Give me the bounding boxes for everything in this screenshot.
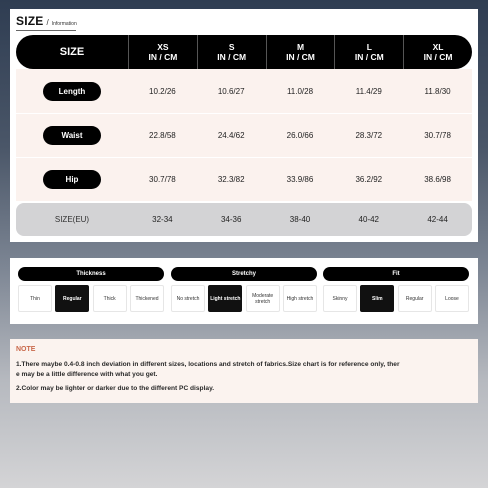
header-unit: IN / CM [217, 52, 247, 62]
table-cell: 10.2/26 [149, 86, 176, 96]
table-row-hip [16, 157, 472, 201]
table-cell: 36.2/92 [355, 175, 383, 184]
header-unit: IN / CM [354, 52, 384, 62]
table-header-row [16, 35, 472, 69]
table-cell: 30.7/78 [149, 175, 176, 184]
header-size-label: SIZE [59, 46, 85, 58]
table-cell: 28.3/72 [355, 131, 383, 140]
header-size: L [366, 42, 372, 52]
eu-size-label: SIZE(EU) [54, 215, 90, 224]
chart-title-separator: / [46, 18, 49, 27]
table-cell: 33.9/86 [286, 175, 314, 184]
table-cell: 24.4/62 [217, 131, 245, 140]
table-row-eu-size [16, 203, 472, 236]
header-size: M [296, 42, 305, 52]
table-cell: 42-44 [427, 215, 448, 224]
header-unit: IN / CM [148, 52, 178, 62]
property-option-thin: Thin [18, 285, 52, 312]
table-cell: 38.6/98 [424, 175, 451, 184]
size-chart-card [10, 9, 478, 242]
note-title: NOTE [16, 346, 36, 353]
note-line-1-continued: e may be a little difference with what you get. [16, 371, 158, 378]
fabric-properties-card [10, 258, 478, 324]
chart-header-underline [16, 30, 76, 31]
header-col-l [334, 35, 403, 69]
note-line-2: 2.Color may be lighter or darker due to the different PC display. [16, 385, 215, 392]
property-option-high-stretch: High stretch [283, 285, 317, 312]
property-option-thickened: Thickened [130, 285, 164, 312]
property-option-light-stretch-selected: Light stretch [208, 285, 242, 312]
header-size: XL [432, 42, 444, 52]
table-cell: 11.4/29 [355, 86, 382, 96]
note-line-1: 1.There maybe 0.4-0.8 inch deviation in different sizes, locations and stretch of fabrics.Size chart is for reference only, ther [16, 361, 400, 368]
table-cell: 38-40 [289, 215, 311, 224]
header-col-m [266, 35, 335, 69]
table-cell: 32.3/82 [217, 175, 245, 184]
property-option-thick: Thick [93, 285, 127, 312]
table-cell: 32-34 [152, 215, 173, 224]
chart-title: SIZE [16, 14, 44, 28]
chart-subtitle: Information [51, 21, 77, 27]
table-cell: 11.8/30 [424, 86, 451, 96]
property-option-no-stretch: No stretch [171, 285, 205, 312]
property-title: Thickness [18, 267, 164, 281]
size-table [16, 35, 472, 236]
table-cell: 34-36 [220, 215, 242, 224]
table-cell: 30.7/78 [424, 131, 451, 140]
property-option-slim-selected: Slim [360, 285, 394, 312]
row-label-pill: Length [43, 82, 101, 101]
header-unit: IN / CM [286, 52, 315, 62]
table-cell: 26.0/66 [286, 131, 314, 140]
property-option-moderate-stretch: Moderate stretch [246, 285, 280, 312]
chart-header [16, 14, 77, 28]
table-row-waist [16, 113, 472, 157]
property-group-thickness [18, 267, 164, 312]
header-col-xl [403, 35, 472, 69]
table-cell: 10.6/27 [217, 86, 245, 96]
header-col-s [197, 35, 266, 69]
table-row-length [16, 69, 472, 113]
row-label-pill: Hip [43, 170, 101, 189]
table-cell: 40-42 [358, 215, 380, 224]
property-option-regular-selected: Regular [55, 285, 89, 312]
header-size: S [228, 42, 235, 52]
property-option-regular: Regular [398, 285, 432, 312]
table-cell: 22.8/58 [149, 131, 176, 140]
property-group-stretchy [171, 267, 317, 312]
row-label-pill: Waist [43, 126, 101, 145]
property-title: Fit [323, 267, 469, 281]
property-title: Stretchy [171, 267, 317, 281]
property-option-skinny: Skinny [323, 285, 357, 312]
note-card [10, 339, 478, 403]
property-option-loose: Loose [435, 285, 469, 312]
table-cell: 11.0/28 [286, 86, 314, 96]
property-group-fit [323, 267, 469, 312]
header-size: XS [157, 42, 169, 52]
header-unit: IN / CM [423, 52, 453, 62]
header-col-xs [128, 35, 197, 69]
